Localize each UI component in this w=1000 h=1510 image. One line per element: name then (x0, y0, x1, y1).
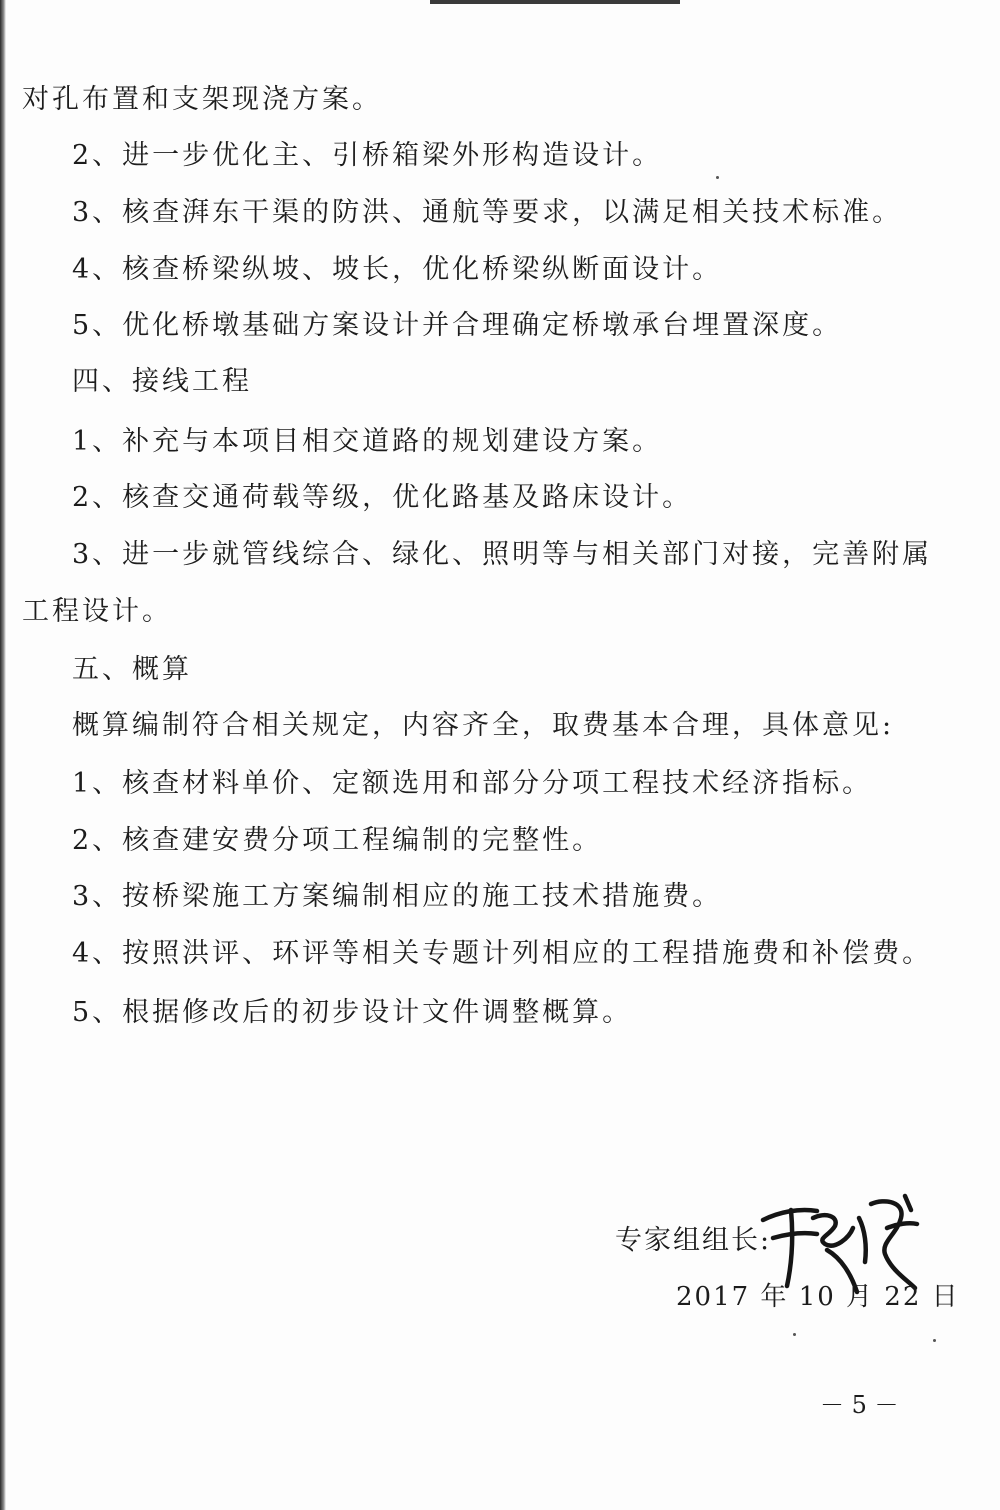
body-line-estimate-item-1: 1、核查材料单价、定额选用和部分分项工程技术经济指标。 (72, 768, 873, 799)
body-line-bridge-item-5: 5、优化桥墩基础方案设计并合理确定桥墩承台埋置深度。 (72, 310, 843, 341)
body-line-bridge-item-3: 3、核查湃东干渠的防洪、通航等要求，以满足相关技术标准。 (72, 197, 903, 228)
body-line-connection-item-1: 1、补充与本项目相交道路的规划建设方案。 (72, 426, 663, 457)
signature-date: 2017 年 10 月 22 日 (676, 1282, 960, 1312)
page-edge-shadow (0, 0, 6, 1510)
page-top-mark (430, 0, 680, 4)
page-number: － 5 － (820, 1391, 899, 1419)
body-line-connection-item-3: 3、进一步就管线综合、绿化、照明等与相关部门对接，完善附属 (72, 539, 933, 570)
body-line-estimate-item-4: 4、按照洪评、环评等相关专题计列相应的工程措施费和补偿费。 (72, 938, 933, 969)
signature-label: 专家组组长: (615, 1225, 772, 1256)
scan-speck (933, 1339, 936, 1342)
body-line-estimate-item-2: 2、核查建安费分项工程编制的完整性。 (72, 825, 603, 856)
scan-speck (716, 176, 719, 179)
body-line-bridge-item-4: 4、核查桥梁纵坡、坡长，优化桥梁纵断面设计。 (72, 254, 723, 285)
body-line-connection-item-2: 2、核查交通荷载等级，优化路基及路床设计。 (72, 482, 693, 513)
section-heading-estimate: 五、概算 (72, 654, 192, 685)
body-line-bridge-item-2: 2、进一步优化主、引桥箱梁外形构造设计。 (72, 140, 663, 171)
scan-speck (793, 1333, 796, 1336)
body-line-continuation: 对孔布置和支架现浇方案。 (22, 84, 382, 115)
body-line-estimate-intro: 概算编制符合相关规定，内容齐全，取费基本合理，具体意见: (72, 710, 895, 741)
body-line-estimate-item-3: 3、按桥梁施工方案编制相应的施工技术措施费。 (72, 881, 723, 912)
body-line-estimate-item-5: 5、根据修改后的初步设计文件调整概算。 (72, 997, 633, 1028)
body-line-connection-item-3-cont: 工程设计。 (22, 596, 172, 627)
section-heading-connection-works: 四、接线工程 (72, 366, 252, 397)
